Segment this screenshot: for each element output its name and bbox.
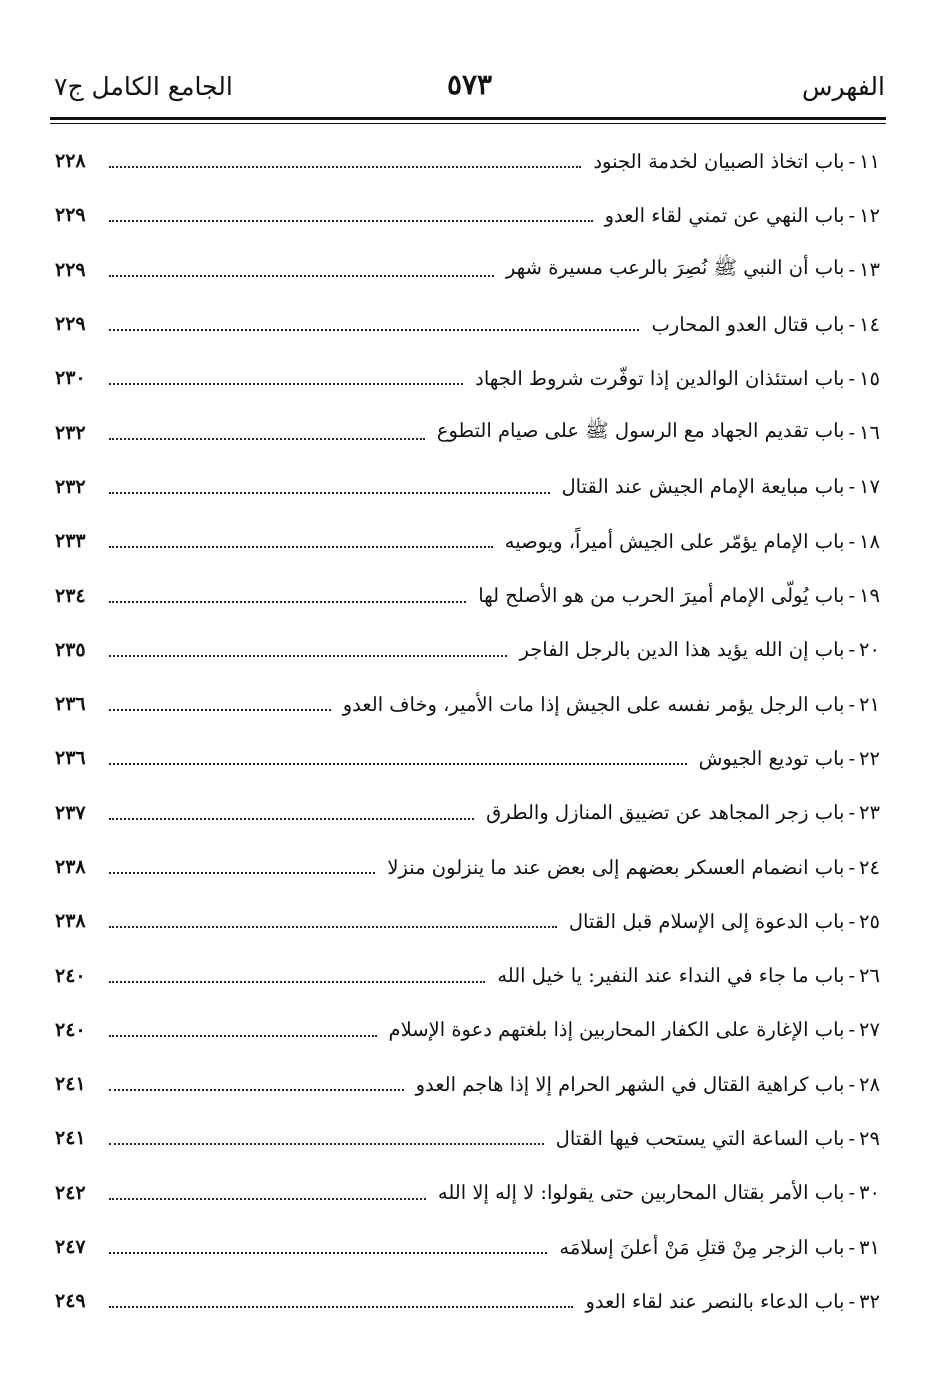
page-header (50, 62, 889, 112)
dot-leader (109, 763, 687, 765)
book-title: الجامع الكامل ج٧ (54, 72, 233, 101)
dot-leader (109, 492, 550, 494)
dot-leader (109, 926, 557, 928)
entry-number: ٢٥ (859, 909, 880, 933)
toc-entry (55, 351, 880, 405)
entry-page-number: ٢٤٠ (55, 1018, 86, 1041)
toc-entry (55, 948, 880, 1002)
entry-page-number: ٢٣٢ (55, 475, 86, 498)
entry-number: ١٥ (859, 366, 880, 390)
dot-leader (109, 1198, 426, 1200)
entry-page-number: ٢٢٩ (55, 204, 86, 227)
entry-page-number: ٢٣٥ (55, 638, 86, 661)
entry-dash: - (848, 1181, 856, 1205)
dot-leader (109, 383, 463, 385)
entry-title: باب انضمام العسكر بعضهم إلى بعض عند ما ينزلون منزلا (387, 855, 845, 879)
entry-title: باب أن النبي ﷺ نُصِرَ بالرعب مسيرة شهر (505, 255, 845, 279)
entry-title: باب ما جاء في النداء عند النفير: يا خيل الله (497, 964, 845, 988)
entry-number: ٢٢ (859, 746, 880, 770)
entry-dash: - (848, 258, 856, 282)
entry-title: باب الإغارة على الكفار المحاربين إذا بلغتهم دعوة الإسلام (388, 1018, 845, 1042)
entry-title: باب الإمام يؤمّر على الجيش أميراً، ويوصيه (504, 529, 845, 553)
entry-dash: - (848, 1289, 856, 1313)
entry-number: ٣٢ (859, 1289, 880, 1313)
entry-page-number: ٢٤٩ (55, 1290, 86, 1313)
entry-dash: - (848, 1018, 856, 1042)
entry-number: ٢١ (859, 692, 880, 716)
toc-entry (55, 568, 880, 622)
entry-title: باب كراهية القتال في الشهر الحرام إلا إذا هاجم العدو (415, 1072, 845, 1096)
entry-dash: - (848, 366, 856, 390)
toc-entry (55, 297, 880, 351)
entry-dash: - (848, 692, 856, 716)
entry-dash: - (848, 801, 856, 825)
entry-dash: - (848, 1126, 856, 1150)
entry-page-number: ٢٢٩ (55, 258, 86, 281)
table-of-contents (55, 134, 880, 1329)
dot-leader (109, 655, 507, 657)
dot-leader (109, 546, 493, 548)
dot-leader (109, 329, 639, 331)
header-rule-thick (50, 117, 886, 120)
entry-dash: - (848, 475, 856, 499)
toc-entry (55, 786, 880, 840)
toc-entry (55, 1111, 880, 1165)
entry-title: باب توديع الجيوش (698, 746, 845, 770)
toc-entry (55, 1057, 880, 1111)
entry-number: ١٤ (859, 312, 880, 336)
entry-page-number: ٢٣٨ (55, 910, 86, 933)
entry-number: ٣٠ (859, 1181, 880, 1205)
entry-dash: - (848, 203, 856, 227)
entry-page-number: ٢٣٤ (55, 584, 86, 607)
dot-leader (109, 438, 425, 440)
entry-title: باب الساعة التي يستحب فيها القتال (555, 1126, 845, 1150)
entry-number: ٢٦ (859, 964, 880, 988)
entry-page-number: ٢٤٧ (55, 1236, 86, 1259)
entry-page-number: ٢٤١ (55, 1073, 86, 1096)
toc-entry (55, 1166, 880, 1220)
entry-dash: - (848, 421, 856, 445)
dot-leader (109, 220, 593, 222)
entry-dash: - (848, 312, 856, 336)
entry-page-number: ٢٤١ (55, 1127, 86, 1150)
entry-page-number: ٢٤٢ (55, 1181, 86, 1204)
entry-number: ١٨ (859, 529, 880, 553)
entry-page-number: ٢٣٨ (55, 856, 86, 878)
entry-title: باب الأمر بقتال المحاربين حتى يقولوا: لا إله إلا الله (437, 1181, 845, 1205)
entry-page-number: ٢٢٩ (55, 313, 86, 336)
entry-number: ١٢ (859, 203, 880, 227)
entry-number: ٣١ (859, 1235, 880, 1259)
dot-leader (109, 709, 331, 711)
entry-dash: - (848, 584, 856, 608)
entry-number: ١١ (859, 149, 880, 173)
entry-title: باب قتال العدو المحارب (651, 312, 845, 336)
toc-entry (55, 188, 880, 242)
toc-entry (55, 677, 880, 731)
entry-page-number: ٢٢٨ (55, 150, 86, 173)
entry-page-number: ٢٣٧ (55, 801, 86, 824)
entry-dash: - (848, 529, 856, 553)
header-rule-thin (50, 123, 886, 124)
dot-leader (109, 1306, 573, 1308)
entry-title: باب الدعاء بالنصر عند لقاء العدو (585, 1289, 845, 1313)
entry-dash: - (848, 855, 856, 879)
entry-title: باب تقديم الجهاد مع الرسول ﷺ على صيام التطوع (436, 418, 845, 442)
entry-number: ٢٣ (859, 801, 880, 825)
entry-dash: - (848, 1235, 856, 1259)
entry-dash: - (848, 638, 856, 662)
entry-dash: - (848, 746, 856, 770)
entry-number: ٢٧ (859, 1018, 880, 1042)
toc-entry (55, 405, 880, 459)
entry-title: باب الرجل يؤمر نفسه على الجيش إذا مات الأمير، وخاف العدو (342, 692, 845, 716)
entry-dash: - (848, 149, 856, 173)
entry-title: باب زجر المجاهد عن تضييق المنازل والطرق (486, 801, 845, 825)
toc-entry (55, 514, 880, 568)
toc-entry (55, 1003, 880, 1057)
entry-page-number: ٢٣٦ (55, 693, 86, 716)
entry-title: باب الدعوة إلى الإسلام قبل القتال (568, 909, 845, 933)
entry-title: باب النهي عن تمني لقاء العدو (604, 203, 845, 227)
entry-number: ٢٨ (859, 1072, 880, 1096)
dot-leader (109, 1252, 547, 1254)
entry-dash: - (848, 964, 856, 988)
entry-title: باب اتخاذ الصبيان لخدمة الجنود (593, 149, 845, 173)
toc-entry (55, 243, 880, 297)
toc-entry (55, 840, 880, 894)
entry-page-number: ٢٣٠ (55, 367, 86, 390)
toc-entry (55, 1220, 880, 1274)
entry-number: ٢٠ (859, 638, 880, 662)
entry-page-number: ٢٣٦ (55, 747, 86, 770)
toc-entry (55, 134, 880, 188)
entry-number: ٢٩ (859, 1126, 880, 1150)
dot-leader (109, 601, 466, 603)
entry-page-number: ٢٣٢ (55, 421, 86, 444)
entry-page-number: ٢٣٣ (55, 530, 86, 553)
section-title: الفهرس (801, 72, 885, 101)
entry-dash: - (848, 909, 856, 933)
dot-leader (109, 1089, 404, 1091)
toc-entry (55, 623, 880, 677)
entry-number: ١٦ (859, 421, 880, 445)
dot-leader (109, 1035, 377, 1037)
entry-title: باب الزجر مِنْ قتلِ مَنْ أعلنَ إسلامَه (559, 1235, 845, 1259)
dot-leader (109, 275, 494, 277)
entry-title: باب إن الله يؤيد هذا الدين بالرجل الفاجر (519, 638, 845, 662)
entry-page-number: ٢٤٠ (55, 964, 86, 987)
toc-entry (55, 894, 880, 948)
page-number: ٥٧٣ (446, 68, 493, 101)
entry-title: باب استئذان الوالدين إذا توفّرت شروط الجهاد (475, 366, 845, 390)
entry-number: ٢٤ (859, 855, 880, 879)
dot-leader (109, 1143, 544, 1145)
entry-title: باب مبايعة الإمام الجيش عند القتال (561, 475, 845, 499)
entry-title: باب يُولّى الإمام أميرَ الحرب من هو الأصلح لها (478, 584, 845, 608)
dot-leader (109, 818, 474, 820)
dot-leader (109, 872, 375, 874)
dot-leader (109, 981, 485, 983)
entry-number: ١٣ (859, 258, 880, 282)
dot-leader (109, 166, 581, 168)
toc-entry (55, 731, 880, 785)
toc-entry (55, 1274, 880, 1328)
toc-entry (55, 460, 880, 514)
entry-number: ١٩ (859, 584, 880, 608)
entry-dash: - (848, 1072, 856, 1096)
entry-number: ١٧ (859, 475, 880, 499)
